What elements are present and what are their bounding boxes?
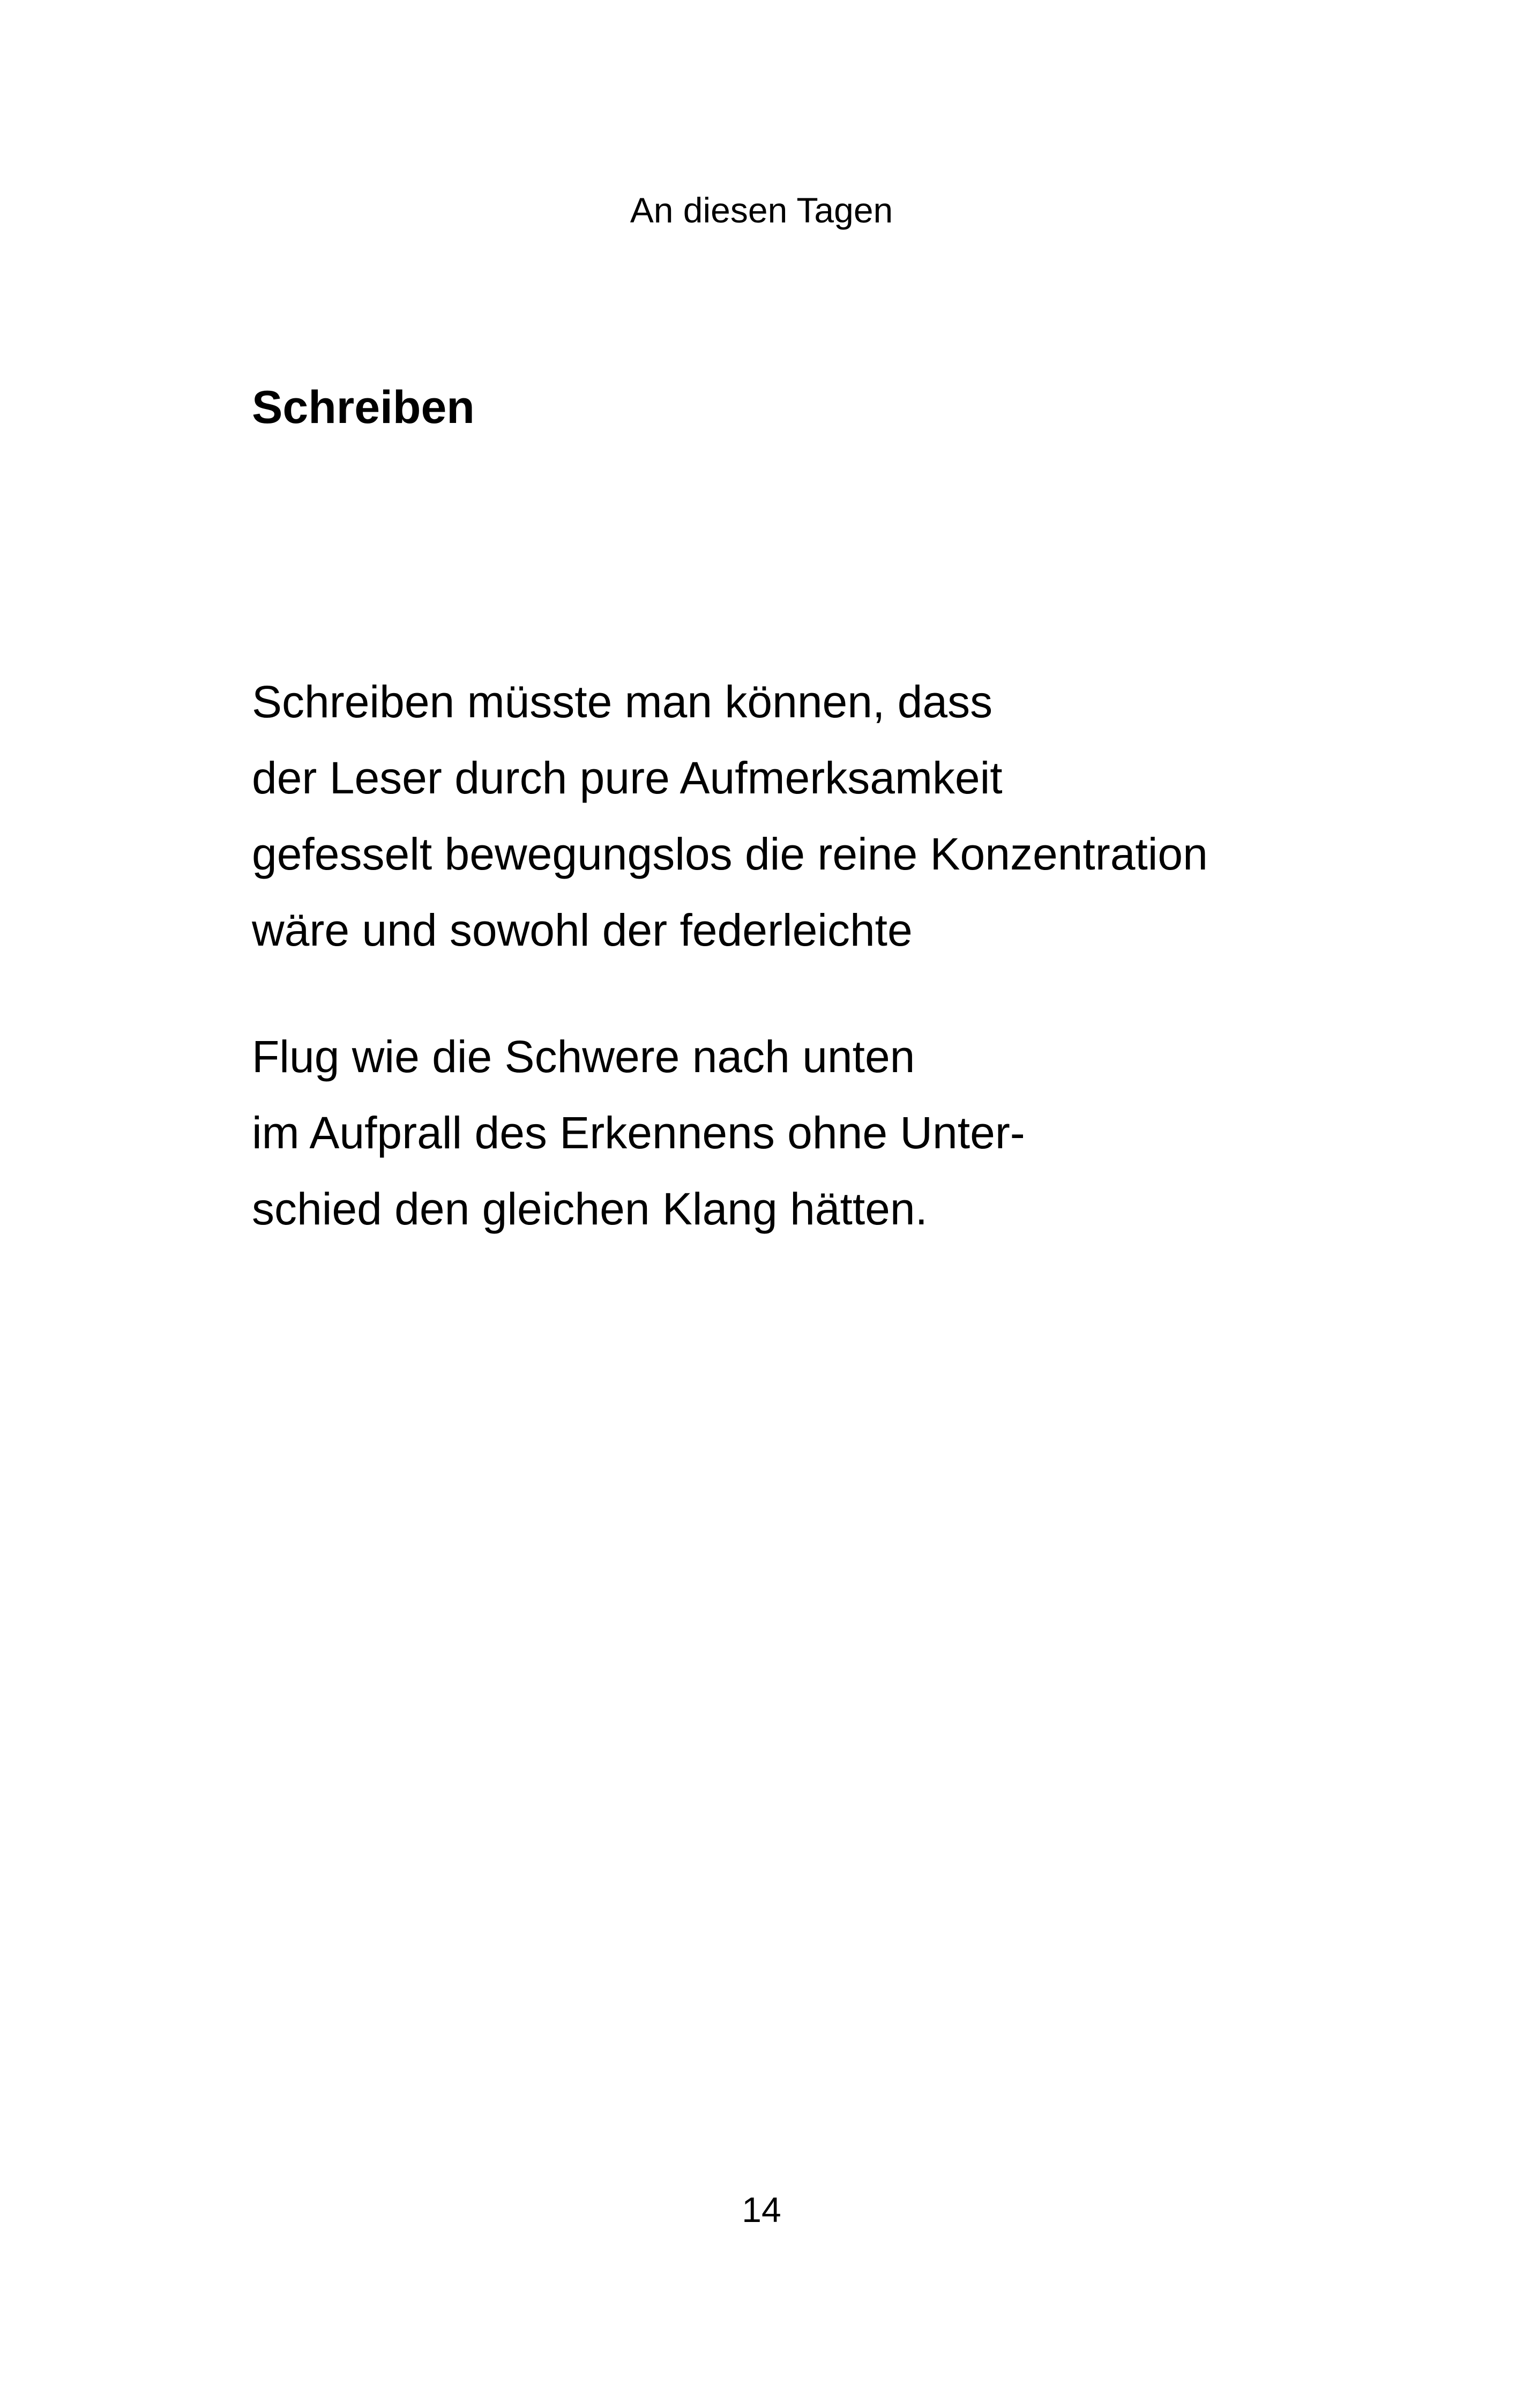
verse-line: Flug wie die Schwere nach unten xyxy=(252,1031,915,1082)
poem-title: Schreiben xyxy=(252,382,475,433)
stanza-2 xyxy=(252,1019,1377,1247)
page-number: 14 xyxy=(742,2190,781,2229)
verse-line: schied den gleichen Klang hätten. xyxy=(252,1184,928,1234)
verse-line: Schreiben müsste man können, dass xyxy=(252,677,993,727)
running-header: An diesen Tagen xyxy=(630,190,893,230)
verse-line: gefesselt bewegungslos die reine Konzentration xyxy=(252,829,1208,879)
verse-line: der Leser durch pure Aufmerksamkeit xyxy=(252,753,1003,803)
poem-body xyxy=(252,664,1377,1247)
verse-line: wäre und sowohl der federleichte xyxy=(252,905,913,955)
verse-line: im Aufprall des Erkennens ohne Unter- xyxy=(252,1108,1025,1158)
stanza-1 xyxy=(252,664,1377,968)
